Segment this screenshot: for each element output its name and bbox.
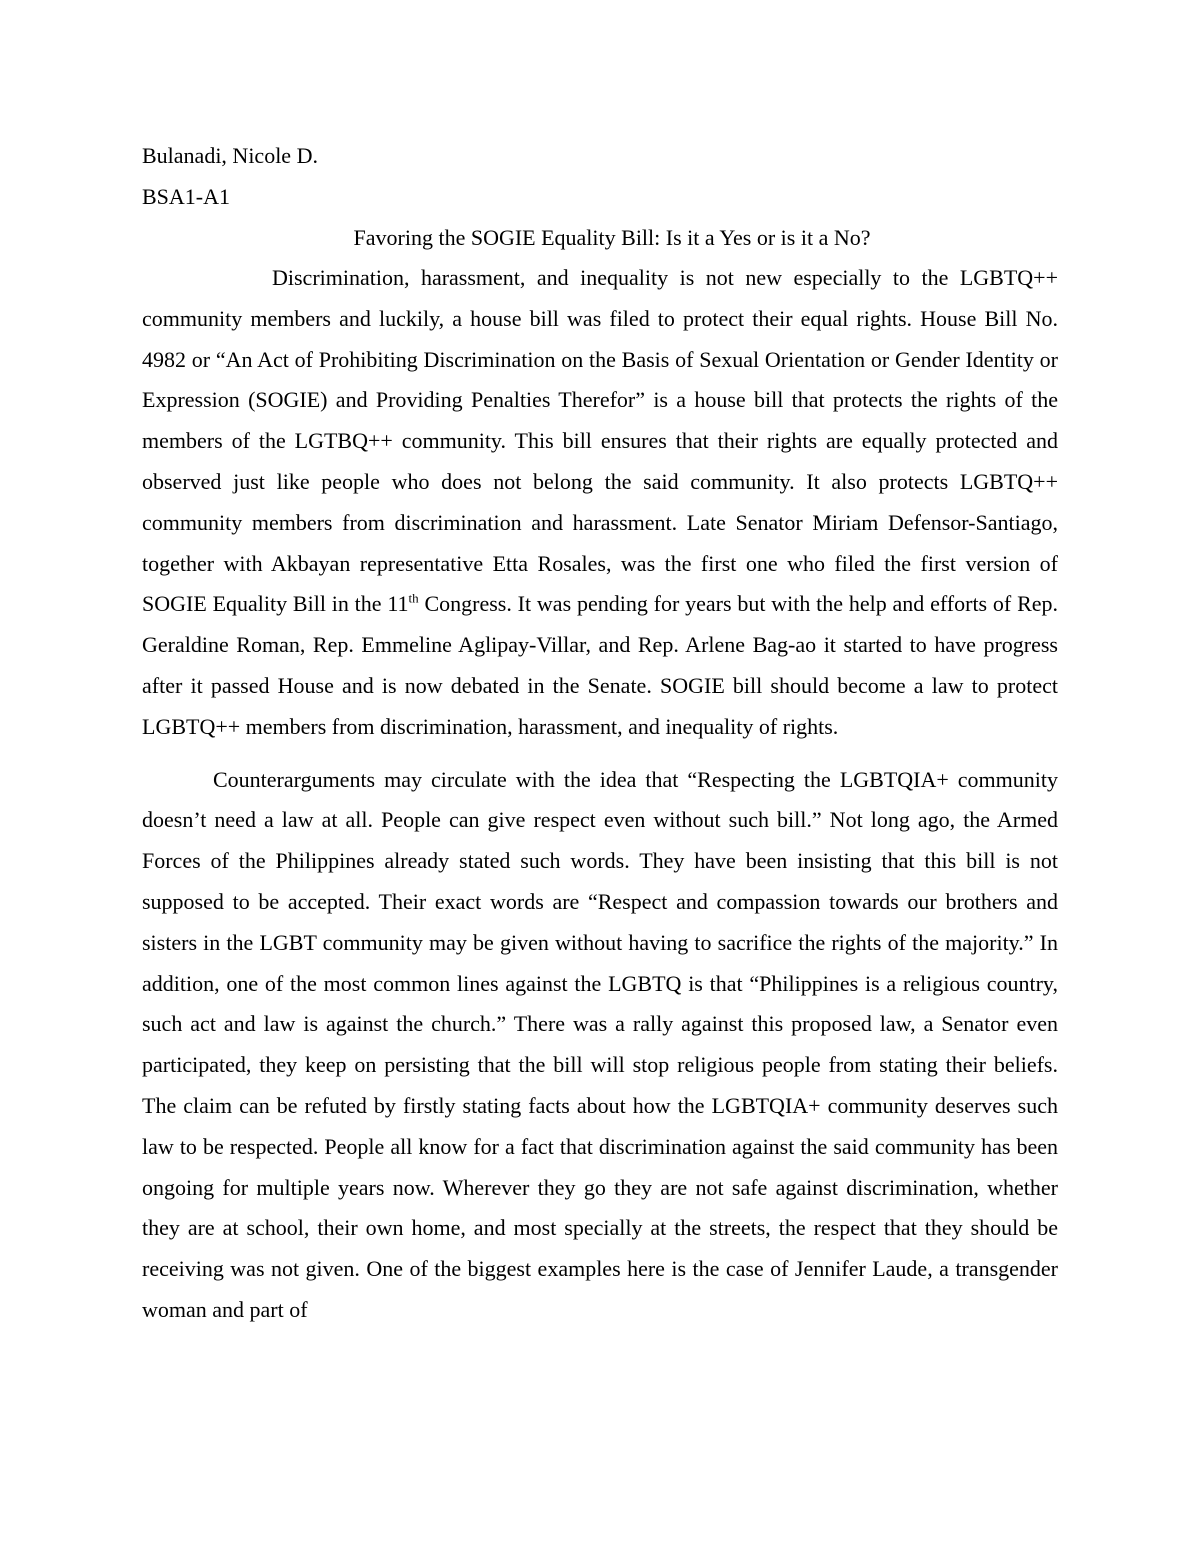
- section-code: BSA1-A1: [142, 184, 231, 209]
- paragraph-1-text-b: Congress. It was pending for years but with the help and efforts of Rep. Geraldine Roman, Rep. Emmeline Aglipay-Villar, and Rep. Arlene Bag-ao it started to have progress after it passed House and is now debated in the Senate. SOGIE bill should become a law to protect LGBTQ++ members from discrimination, harassment, and inequality of rights.: [142, 591, 1059, 739]
- paragraph-1: [142, 258, 1058, 748]
- essay-title: Favoring the SOGIE Equality Bill: Is it a Yes or is it a No?: [353, 225, 871, 250]
- ordinal-superscript: th: [408, 591, 419, 607]
- essay-body: [142, 258, 1058, 1331]
- paragraph-1-text-a: Discrimination, harassment, and inequality is not new especially to the LGBTQ++ community members and luckily, a house bill was filed to protect their equal rights. House Bill No. 4982 or “An Act of Prohibiting Discrimination on the Basis of Sexual Orientation or Gender Identity or Expression (SOGIE) and Providing Penalties Therefor” is a house bill that protects the rights of the members of the LGTBQ++ community. This bill ensures that their rights are equally protected and observed just like people who does not belong the said community. It also protects LGBTQ++ community members from discrimination and harassment. Late Senator Miriam Defensor-Santiago, together with Akbayan representative Etta Rosales, was the first one who filed the first version of SOGIE Equality Bill in the 11: [142, 265, 1058, 617]
- author-name: Bulanadi, Nicole D.: [142, 143, 318, 168]
- paragraph-2: Counterarguments may circulate with the idea that “Respecting the LGBTQIA+ community doesn’t need a law at all. People can give respect even without such bill.” Not long ago, the Armed Forces of the Philippines already stated such words. They have been insisting that this bill is not supposed to be accepted. Their exact words are “Respect and compassion towards our brothers and sisters in the LGBT community may be given without having to sacrifice the rights of the majority.” In addition, one of the most common lines against the LGBTQ is that “Philippines is a religious country, such act and law is against the church.” There was a rally against this proposed law, a Senator even participated, they keep on persisting that the bill will stop religious people from stating their beliefs. The claim can be refuted by firstly stating facts about how the LGBTQIA+ community deserves such law to be respected. People all know for a fact that discrimination against the said community has been ongoing for multiple years now. Wherever they go they are not safe against discrimination, whether they are at school, their own home, and most specially at the streets, the respect that they should be receiving was not given. One of the biggest examples here is the case of Jennifer Laude, a transgender woman and part of: [142, 766, 1058, 1322]
